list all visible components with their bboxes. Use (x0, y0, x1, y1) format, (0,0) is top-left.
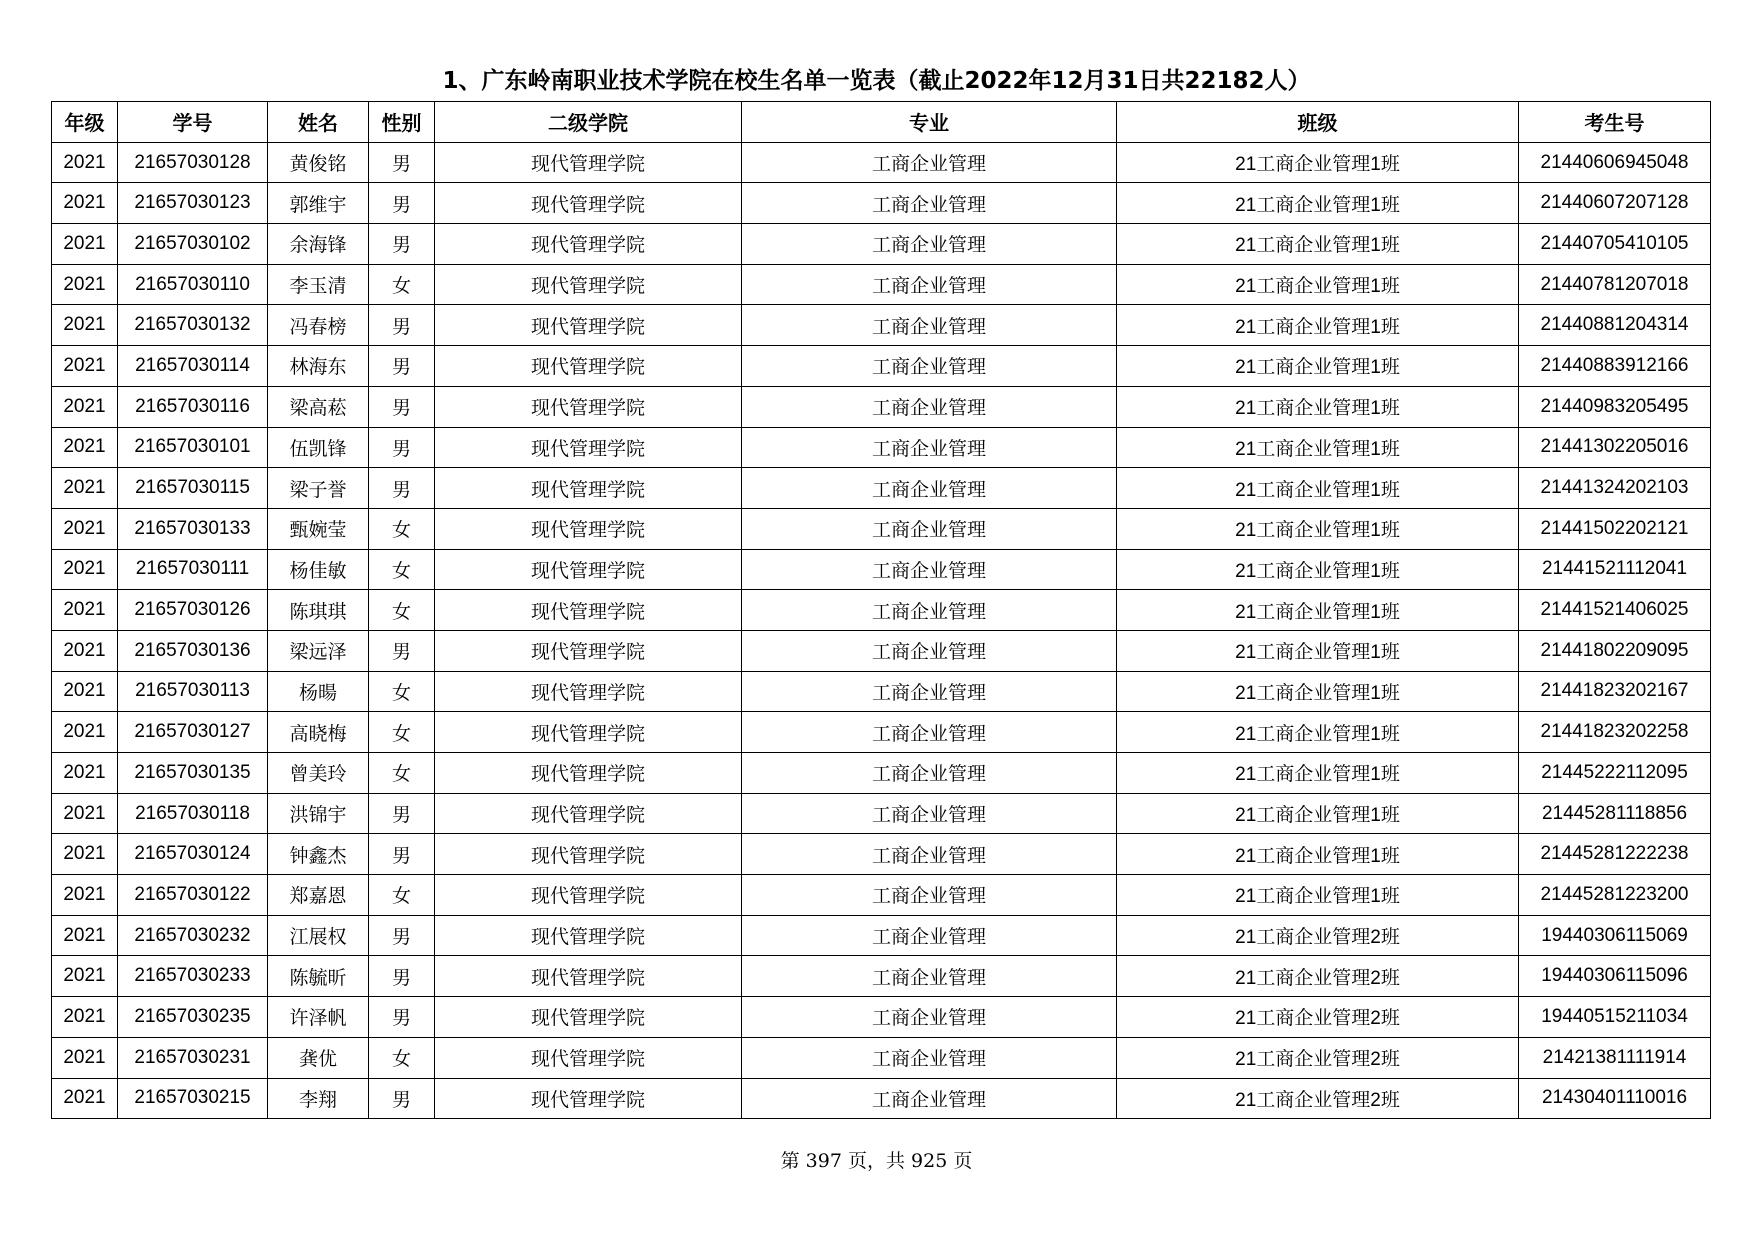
exam-number-cell: 21421381111914 (1519, 1037, 1711, 1078)
grade-cell: 2021 (52, 549, 118, 590)
name-cell: 曾美玲 (268, 753, 369, 794)
exam-number-cell: 21440606945048 (1519, 142, 1711, 183)
grade-cell: 2021 (52, 1078, 118, 1119)
table-row (52, 142, 1711, 183)
table-row (52, 956, 1711, 997)
gender-cell: 女 (369, 671, 435, 712)
grade-cell: 2021 (52, 956, 118, 997)
major-cell: 工商企业管理 (742, 508, 1117, 549)
exam-number-cell: 21440607207128 (1519, 183, 1711, 224)
student-id-cell: 21657030115 (118, 468, 268, 509)
table-row (52, 753, 1711, 794)
college-cell: 现代管理学院 (435, 956, 742, 997)
major-cell: 工商企业管理 (742, 630, 1117, 671)
major-cell: 工商企业管理 (742, 671, 1117, 712)
table-header-row (52, 102, 1711, 143)
major-cell: 工商企业管理 (742, 875, 1117, 916)
exam-number-cell: 21445281118856 (1519, 793, 1711, 834)
gender-cell: 男 (369, 793, 435, 834)
class-cell: 21工商企业管理1班 (1117, 753, 1519, 794)
major-cell: 工商企业管理 (742, 712, 1117, 753)
class-cell: 21工商企业管理1班 (1117, 468, 1519, 509)
grade-cell: 2021 (52, 753, 118, 794)
gender-cell: 女 (369, 712, 435, 753)
table-row (52, 386, 1711, 427)
student-id-cell: 21657030110 (118, 264, 268, 305)
student-id-cell: 21657030118 (118, 793, 268, 834)
table-row (52, 468, 1711, 509)
major-cell: 工商企业管理 (742, 183, 1117, 224)
exam-number-cell: 21441302205016 (1519, 427, 1711, 468)
major-cell: 工商企业管理 (742, 753, 1117, 794)
table-row (52, 264, 1711, 305)
table-row (52, 346, 1711, 387)
major-cell: 工商企业管理 (742, 1037, 1117, 1078)
page-number: 第 397 页，共 925 页 (780, 1150, 973, 1172)
column-header-exam-number: 考生号 (1519, 102, 1711, 143)
exam-number-cell: 21445281222238 (1519, 834, 1711, 875)
major-cell: 工商企业管理 (742, 264, 1117, 305)
grade-cell: 2021 (52, 671, 118, 712)
class-cell: 21工商企业管理1班 (1117, 224, 1519, 265)
major-cell: 工商企业管理 (742, 834, 1117, 875)
major-cell: 工商企业管理 (742, 1078, 1117, 1119)
table-row (52, 1078, 1711, 1119)
name-cell: 黄俊铭 (268, 142, 369, 183)
grade-cell: 2021 (52, 997, 118, 1038)
name-cell: 杨暘 (268, 671, 369, 712)
gender-cell: 男 (369, 1078, 435, 1119)
exam-number-cell: 21441324202103 (1519, 468, 1711, 509)
class-cell: 21工商企业管理1班 (1117, 386, 1519, 427)
student-roster-table (51, 101, 1711, 1119)
class-cell: 21工商企业管理1班 (1117, 549, 1519, 590)
gender-cell: 女 (369, 590, 435, 631)
college-cell: 现代管理学院 (435, 712, 742, 753)
name-cell: 伍凯锋 (268, 427, 369, 468)
name-cell: 洪锦宇 (268, 793, 369, 834)
table-row (52, 590, 1711, 631)
gender-cell: 男 (369, 468, 435, 509)
table-row (52, 549, 1711, 590)
exam-number-cell: 21440881204314 (1519, 305, 1711, 346)
student-id-cell: 21657030114 (118, 346, 268, 387)
table-row (52, 793, 1711, 834)
gender-cell: 男 (369, 630, 435, 671)
student-id-cell: 21657030102 (118, 224, 268, 265)
major-cell: 工商企业管理 (742, 915, 1117, 956)
exam-number-cell: 21441802209095 (1519, 630, 1711, 671)
column-header-student-id: 学号 (118, 102, 268, 143)
name-cell: 冯春榜 (268, 305, 369, 346)
gender-cell: 女 (369, 875, 435, 916)
gender-cell: 男 (369, 834, 435, 875)
gender-cell: 男 (369, 427, 435, 468)
name-cell: 余海锋 (268, 224, 369, 265)
class-cell: 21工商企业管理1班 (1117, 183, 1519, 224)
name-cell: 钟鑫杰 (268, 834, 369, 875)
college-cell: 现代管理学院 (435, 793, 742, 834)
table-row (52, 834, 1711, 875)
college-cell: 现代管理学院 (435, 875, 742, 916)
name-cell: 甄婉莹 (268, 508, 369, 549)
college-cell: 现代管理学院 (435, 224, 742, 265)
college-cell: 现代管理学院 (435, 1037, 742, 1078)
exam-number-cell: 21441521112041 (1519, 549, 1711, 590)
class-cell: 21工商企业管理2班 (1117, 1037, 1519, 1078)
student-id-cell: 21657030111 (118, 549, 268, 590)
column-header-name: 姓名 (268, 102, 369, 143)
major-cell: 工商企业管理 (742, 224, 1117, 265)
grade-cell: 2021 (52, 1037, 118, 1078)
college-cell: 现代管理学院 (435, 915, 742, 956)
exam-number-cell: 21441823202167 (1519, 671, 1711, 712)
name-cell: 李翔 (268, 1078, 369, 1119)
class-cell: 21工商企业管理2班 (1117, 997, 1519, 1038)
name-cell: 陈毓昕 (268, 956, 369, 997)
student-id-cell: 21657030128 (118, 142, 268, 183)
major-cell: 工商企业管理 (742, 468, 1117, 509)
student-id-cell: 21657030116 (118, 386, 268, 427)
class-cell: 21工商企业管理1班 (1117, 834, 1519, 875)
exam-number-cell: 21440883912166 (1519, 346, 1711, 387)
major-cell: 工商企业管理 (742, 793, 1117, 834)
exam-number-cell: 21441521406025 (1519, 590, 1711, 631)
name-cell: 林海东 (268, 346, 369, 387)
grade-cell: 2021 (52, 630, 118, 671)
name-cell: 江展权 (268, 915, 369, 956)
column-header-grade: 年级 (52, 102, 118, 143)
grade-cell: 2021 (52, 305, 118, 346)
class-cell: 21工商企业管理1班 (1117, 712, 1519, 753)
college-cell: 现代管理学院 (435, 427, 742, 468)
grade-cell: 2021 (52, 386, 118, 427)
college-cell: 现代管理学院 (435, 630, 742, 671)
college-cell: 现代管理学院 (435, 1078, 742, 1119)
name-cell: 梁远泽 (268, 630, 369, 671)
college-cell: 现代管理学院 (435, 183, 742, 224)
grade-cell: 2021 (52, 224, 118, 265)
major-cell: 工商企业管理 (742, 549, 1117, 590)
grade-cell: 2021 (52, 834, 118, 875)
major-cell: 工商企业管理 (742, 142, 1117, 183)
student-id-cell: 21657030126 (118, 590, 268, 631)
table-row (52, 630, 1711, 671)
grade-cell: 2021 (52, 590, 118, 631)
table-row (52, 671, 1711, 712)
name-cell: 陈琪琪 (268, 590, 369, 631)
gender-cell: 女 (369, 508, 435, 549)
class-cell: 21工商企业管理1班 (1117, 264, 1519, 305)
grade-cell: 2021 (52, 915, 118, 956)
exam-number-cell: 19440306115069 (1519, 915, 1711, 956)
name-cell: 杨佳敏 (268, 549, 369, 590)
name-cell: 李玉清 (268, 264, 369, 305)
major-cell: 工商企业管理 (742, 427, 1117, 468)
major-cell: 工商企业管理 (742, 346, 1117, 387)
table-row (52, 183, 1711, 224)
major-cell: 工商企业管理 (742, 590, 1117, 631)
major-cell: 工商企业管理 (742, 386, 1117, 427)
class-cell: 21工商企业管理1班 (1117, 671, 1519, 712)
grade-cell: 2021 (52, 183, 118, 224)
class-cell: 21工商企业管理2班 (1117, 915, 1519, 956)
table-row (52, 712, 1711, 753)
college-cell: 现代管理学院 (435, 508, 742, 549)
name-cell: 许泽帆 (268, 997, 369, 1038)
major-cell: 工商企业管理 (742, 997, 1117, 1038)
student-id-cell: 21657030101 (118, 427, 268, 468)
gender-cell: 男 (369, 224, 435, 265)
exam-number-cell: 19440306115096 (1519, 956, 1711, 997)
exam-number-cell: 21440983205495 (1519, 386, 1711, 427)
exam-number-cell: 21445222112095 (1519, 753, 1711, 794)
exam-number-cell: 21441502202121 (1519, 508, 1711, 549)
college-cell: 现代管理学院 (435, 671, 742, 712)
college-cell: 现代管理学院 (435, 834, 742, 875)
student-id-cell: 21657030133 (118, 508, 268, 549)
column-header-gender: 性别 (369, 102, 435, 143)
gender-cell: 男 (369, 183, 435, 224)
grade-cell: 2021 (52, 346, 118, 387)
student-id-cell: 21657030124 (118, 834, 268, 875)
student-id-cell: 21657030132 (118, 305, 268, 346)
gender-cell: 男 (369, 142, 435, 183)
class-cell: 21工商企业管理1班 (1117, 793, 1519, 834)
table-row (52, 508, 1711, 549)
class-cell: 21工商企业管理1班 (1117, 142, 1519, 183)
college-cell: 现代管理学院 (435, 142, 742, 183)
table-row (52, 224, 1711, 265)
class-cell: 21工商企业管理1班 (1117, 305, 1519, 346)
table-row (52, 915, 1711, 956)
name-cell: 高晓梅 (268, 712, 369, 753)
college-cell: 现代管理学院 (435, 264, 742, 305)
gender-cell: 男 (369, 956, 435, 997)
name-cell: 龚优 (268, 1037, 369, 1078)
student-id-cell: 21657030235 (118, 997, 268, 1038)
grade-cell: 2021 (52, 712, 118, 753)
grade-cell: 2021 (52, 793, 118, 834)
student-id-cell: 21657030135 (118, 753, 268, 794)
class-cell: 21工商企业管理2班 (1117, 956, 1519, 997)
student-id-cell: 21657030232 (118, 915, 268, 956)
grade-cell: 2021 (52, 508, 118, 549)
class-cell: 21工商企业管理1班 (1117, 875, 1519, 916)
grade-cell: 2021 (52, 142, 118, 183)
table-row (52, 875, 1711, 916)
college-cell: 现代管理学院 (435, 468, 742, 509)
major-cell: 工商企业管理 (742, 956, 1117, 997)
major-cell: 工商企业管理 (742, 305, 1117, 346)
college-cell: 现代管理学院 (435, 997, 742, 1038)
column-header-college: 二级学院 (435, 102, 742, 143)
exam-number-cell: 21445281223200 (1519, 875, 1711, 916)
exam-number-cell: 21440781207018 (1519, 264, 1711, 305)
student-id-cell: 21657030136 (118, 630, 268, 671)
grade-cell: 2021 (52, 875, 118, 916)
table-row (52, 1037, 1711, 1078)
gender-cell: 男 (369, 915, 435, 956)
class-cell: 21工商企业管理1班 (1117, 346, 1519, 387)
column-header-major: 专业 (742, 102, 1117, 143)
college-cell: 现代管理学院 (435, 386, 742, 427)
college-cell: 现代管理学院 (435, 590, 742, 631)
name-cell: 郑嘉恩 (268, 875, 369, 916)
college-cell: 现代管理学院 (435, 346, 742, 387)
student-id-cell: 21657030122 (118, 875, 268, 916)
class-cell: 21工商企业管理1班 (1117, 427, 1519, 468)
table-body (52, 142, 1711, 1119)
gender-cell: 女 (369, 264, 435, 305)
class-cell: 21工商企业管理2班 (1117, 1078, 1519, 1119)
grade-cell: 2021 (52, 468, 118, 509)
name-cell: 梁高菘 (268, 386, 369, 427)
student-id-cell: 21657030231 (118, 1037, 268, 1078)
student-id-cell: 21657030127 (118, 712, 268, 753)
gender-cell: 男 (369, 305, 435, 346)
student-id-cell: 21657030215 (118, 1078, 268, 1119)
student-id-cell: 21657030233 (118, 956, 268, 997)
gender-cell: 女 (369, 753, 435, 794)
gender-cell: 男 (369, 997, 435, 1038)
college-cell: 现代管理学院 (435, 549, 742, 590)
student-id-cell: 21657030113 (118, 671, 268, 712)
class-cell: 21工商企业管理1班 (1117, 630, 1519, 671)
gender-cell: 女 (369, 549, 435, 590)
name-cell: 郭维宇 (268, 183, 369, 224)
name-cell: 梁子誉 (268, 468, 369, 509)
table-row (52, 997, 1711, 1038)
gender-cell: 男 (369, 346, 435, 387)
table-row (52, 427, 1711, 468)
college-cell: 现代管理学院 (435, 753, 742, 794)
grade-cell: 2021 (52, 427, 118, 468)
exam-number-cell: 21440705410105 (1519, 224, 1711, 265)
college-cell: 现代管理学院 (435, 305, 742, 346)
page-title: 1、广东岭南职业技术学院在校生名单一览表（截止2022年12月31日共22182人） (442, 68, 1311, 94)
gender-cell: 男 (369, 386, 435, 427)
grade-cell: 2021 (52, 264, 118, 305)
class-cell: 21工商企业管理1班 (1117, 590, 1519, 631)
student-id-cell: 21657030123 (118, 183, 268, 224)
column-header-class: 班级 (1117, 102, 1519, 143)
exam-number-cell: 21430401110016 (1519, 1078, 1711, 1119)
gender-cell: 女 (369, 1037, 435, 1078)
table-row (52, 305, 1711, 346)
class-cell: 21工商企业管理1班 (1117, 508, 1519, 549)
exam-number-cell: 21441823202258 (1519, 712, 1711, 753)
exam-number-cell: 19440515211034 (1519, 997, 1711, 1038)
